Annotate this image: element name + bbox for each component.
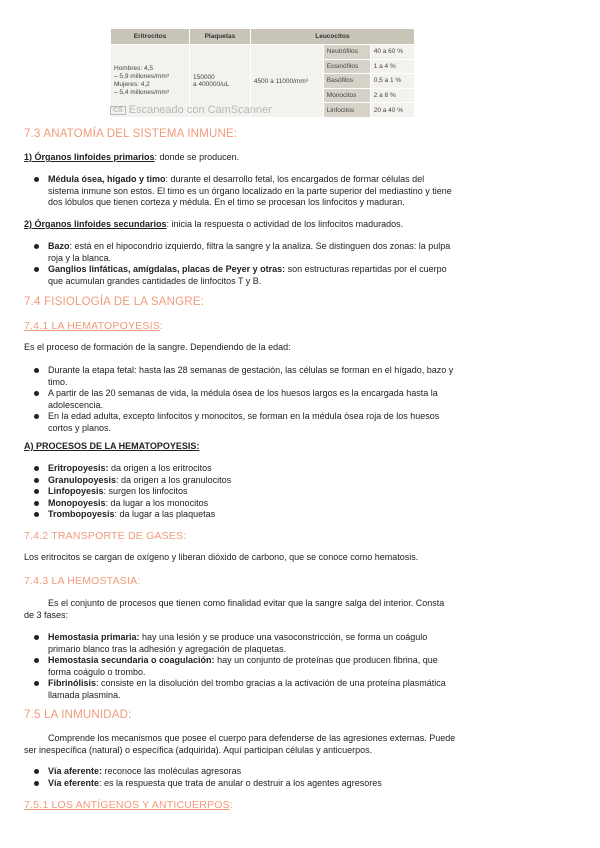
list-item xyxy=(48,778,382,790)
list-item xyxy=(48,241,450,253)
bullet-continuation: roja y la blanca. xyxy=(48,252,112,263)
erythrocyte-line: Mujeres: 4,2 xyxy=(114,81,150,88)
primary-organs-label: 1) Órganos linfoides primarios xyxy=(24,152,155,162)
bullet-text: hay una lesión y se produce una vasoconstricción, se forma un coágulo xyxy=(139,632,428,642)
platelet-line: a 400000/uL xyxy=(193,81,230,88)
bullet-text: hay un conjunto de proteínas que producen fibrina, que xyxy=(214,655,438,665)
leukocyte-type: Monocitos xyxy=(323,88,370,103)
subsection-7-4-2-title: 7.4.2 TRANSPORTE DE GASES: xyxy=(24,530,187,542)
leukocyte-percent: 40 a 60 % xyxy=(370,45,414,60)
bullet-continuation: primario blanco tras la adhesión y agregación de plaquetas. xyxy=(48,643,287,654)
list-item xyxy=(48,475,231,487)
list-item xyxy=(48,174,424,186)
bullet-text: reconoce las moléculas agresoras xyxy=(102,766,242,776)
bullet-label: Monopoyesis xyxy=(48,497,106,508)
bullet-text: : da lugar a los monocitos xyxy=(105,497,209,508)
section-7-3-title: 7.3 ANATOMÍA DEL SISTEMA INMUNE: xyxy=(24,128,238,140)
leukocyte-percent: 2 a 8 % xyxy=(370,88,414,103)
secondary-organs-text: : inicia la respuesta o actividad de los linfocitos madurados. xyxy=(166,219,404,229)
secondary-organs-paragraph xyxy=(24,219,403,231)
section-7-5-title: 7.5 LA INMUNIDAD: xyxy=(24,709,132,721)
bullet-continuation: dos lóbulos que tienen corteza y médula. En el timo se procesan los linfocitos y maduran. xyxy=(48,197,405,207)
list-item xyxy=(48,486,188,498)
bullet-label: Trombopoyesis xyxy=(48,509,115,519)
erythrocyte-line: – 5,9 millones/mm³ xyxy=(114,73,169,80)
bullet-label: Vía eferente xyxy=(48,777,100,788)
header-plaquetas: Plaquetas xyxy=(190,29,251,45)
gases-paragraph: Los eritrocitos se cargan de oxígeno y liberan dióxido de carbono, que se conoce como hematosis. xyxy=(24,552,419,562)
list-item: A partir de las 20 semanas de vida, la médula ósea de los huesos largos es la encargada hasta la xyxy=(48,388,438,398)
bullet-text: : es la respuesta que trata de anular o destruir a los agentes agresores xyxy=(99,777,382,788)
bullet-continuation: forma coágulo o trombo. xyxy=(48,666,146,677)
list-item: En la edad adulta, excepto linfocitos y monocitos, se forman en la médula ósea roja de los huesos xyxy=(48,411,440,421)
leukocyte-percent: 0,5 a 1 % xyxy=(370,74,414,89)
list-item xyxy=(48,655,438,667)
leukocyte-type: Linfocitos xyxy=(323,103,370,118)
erythrocyte-line: Hombres: 4,5 xyxy=(114,65,154,72)
camscanner-logo-icon: CS xyxy=(110,106,126,115)
subsection-7-4-3-title: 7.4.3 LA HEMOSTASIA: xyxy=(24,575,141,587)
leukocyte-type: Neutrófilos xyxy=(323,45,370,60)
bullet-continuation: sistema inmune son estos. El timo es un órgano localizado en la parte superior del mediastino y tiene xyxy=(48,185,452,196)
leukocyte-percent: 1 a 4 % xyxy=(370,59,414,74)
bullet-continuation: timo. xyxy=(48,376,68,387)
hemostasia-paragraph: Es el conjunto de procesos que tienen como finalidad evitar que la sangre salga del interior. Consta xyxy=(48,598,445,608)
bullet-text: : durante el desarrollo fetal, los encargados de formar células del xyxy=(165,174,425,184)
list-item xyxy=(48,463,212,475)
bullet-text: : da lugar a las plaquetas xyxy=(114,509,216,519)
list-item xyxy=(48,766,241,778)
list-item xyxy=(48,264,447,276)
leukocyte-percent: 20 a 40 % xyxy=(370,103,414,118)
bullet-label: Vía aferente: xyxy=(48,766,103,776)
bullet-label: Bazo xyxy=(48,241,70,251)
bullet-label: Fibrinólisis xyxy=(48,678,97,688)
subsection-heading-text: 7.4.1 LA HEMATOPOYESIS xyxy=(24,320,160,332)
camscanner-watermark xyxy=(110,104,272,116)
bullet-label: Médula ósea, hígado y timo xyxy=(48,174,166,184)
inmunidad-paragraph-continuation: ser inespecífica (natural) o específica (adquirida). Aquí participan células y anticuerpos. xyxy=(24,744,373,755)
bullet-text: : está en el hipocondrio izquierdo, filtra la sangre y la analiza. Se distinguen dos zonas: la pulpa xyxy=(69,241,451,251)
platelet-line: 150000 xyxy=(193,74,215,81)
bullet-continuation: adolescencia. xyxy=(48,399,104,410)
header-eritrocitos: Eritrocitos xyxy=(111,29,190,45)
section-7-4-title: 7.4 FISIOLOGÍA DE LA SANGRE: xyxy=(24,296,205,308)
bullet-text: : surgen los linfocitos xyxy=(103,486,188,496)
subsection-colon: : xyxy=(229,799,233,811)
hematopoyesis-intro: Es el proceso de formación de la sangre. Dependiendo de la edad: xyxy=(24,342,291,352)
bullet-label: Linfopoyesis xyxy=(48,486,104,496)
list-item xyxy=(48,632,427,644)
subsection-7-5-1-title xyxy=(24,799,233,811)
list-item xyxy=(48,509,215,521)
list-item xyxy=(48,678,446,690)
bullet-label: Ganglios linfáticas, amígdalas, placas de Peyer y otras: xyxy=(48,264,286,274)
leukocyte-total: 4500 a 11000/mm³ xyxy=(250,45,323,118)
subsection-colon: : xyxy=(159,320,164,332)
list-item xyxy=(48,498,208,510)
bullet-text: : consiste en la disolución del trombo gracias a la activación de una proteína plasmática xyxy=(96,678,446,688)
leukocyte-type: Basófilos xyxy=(323,74,370,89)
header-leucocitos: Leucocitos xyxy=(250,29,414,45)
secondary-organs-label: 2) Órganos linfoides secundarios xyxy=(24,219,167,229)
bullet-text: da origen a los eritrocitos xyxy=(108,463,212,473)
leukocyte-type: Eosinófilos xyxy=(323,59,370,74)
bullet-label: Granulopoyesis xyxy=(48,474,117,485)
bullet-label: Eritropoyesis: xyxy=(48,463,109,473)
subsection-7-4-1-title xyxy=(24,320,163,332)
watermark-text: Escaneado con CamScanner xyxy=(128,104,272,116)
bullet-label: Hemostasia secundaria o coagulación: xyxy=(48,655,215,665)
bullet-label: Hemostasia primaria: xyxy=(48,632,140,642)
subsection-heading-text: 7.5.1 LOS ANTÍGENOS Y ANTICUERPOS xyxy=(24,799,230,811)
bullet-continuation: llamada plasmina. xyxy=(48,689,121,700)
bullet-continuation: cortos y planos. xyxy=(48,422,112,433)
bullet-continuation: que acumulan grandes cantidades de linfocitos T y B. xyxy=(48,275,262,286)
primary-organs-paragraph xyxy=(24,152,239,164)
hemostasia-paragraph-continuation: de 3 fases: xyxy=(24,609,69,620)
list-item: Durante la etapa fetal: hasta las 28 semanas de gestación, las células se forman en el hígado, bazo y xyxy=(48,365,454,375)
bullet-text: : da origen a los granulocitos xyxy=(116,474,232,485)
inmunidad-paragraph: Comprende los mecanismos que posee el cuerpo para defenderse de las agresiones externas. Puede xyxy=(48,733,456,743)
primary-organs-text: : donde se producen. xyxy=(154,152,240,162)
erythrocyte-line: – 5,4 millones/mm³ xyxy=(114,89,169,96)
processes-title: A) PROCESOS DE LA HEMATOPOYESIS: xyxy=(24,441,200,451)
bullet-text: son estructuras repartidas por el cuerpo xyxy=(285,264,447,274)
